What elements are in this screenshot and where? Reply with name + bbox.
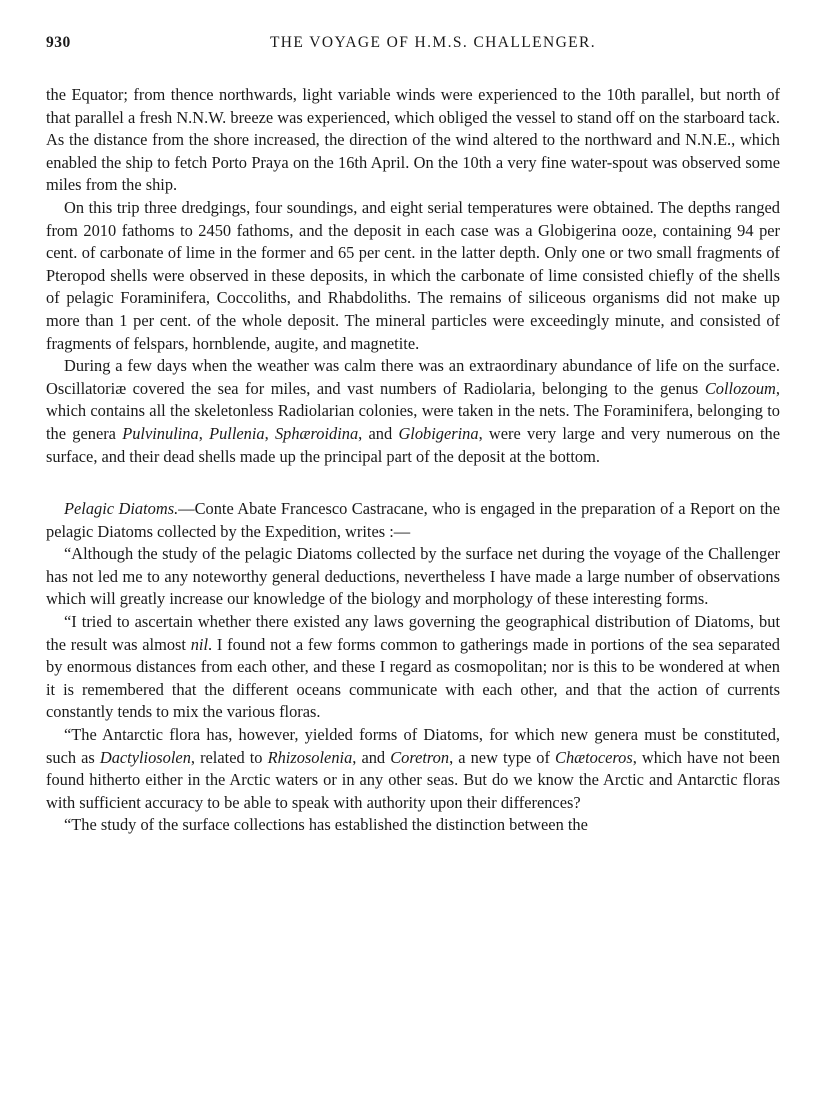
text-run: , were very large and very numerous on the surface, and their dead shells made up the principal part of the deposit at the bottom. [46, 423, 780, 466]
text-run: , which have not been found hitherto either in the Arctic waters or in any other seas. But do we know the Arctic and Antarctic floras with sufficient accuracy to be able to speak with authority upon their differences? [46, 747, 780, 812]
text-run: , which contains all the skeletonless Radiolarian colonies, were taken in the nets. The Foraminifera, belonging to the genera [46, 378, 780, 443]
text-run: , and [352, 747, 391, 767]
text-run: , and [358, 423, 399, 443]
text-run: . I found not a few forms common to gatherings made in portions of the sea separated by enormous distances from each other, and these I regard as cosmopolitan; nor is this to be wondered at when it is remembered that the different oceans communicate with each other, and that the action of currents constantly tends to mix the various floras. [46, 634, 780, 722]
genus-name: Rhizosolenia [267, 747, 353, 767]
text-run: , related to [190, 747, 268, 767]
text-run: “The Antarctic flora has, however, yielded forms of Diatoms, for which new genera must be constituted, such as [46, 725, 780, 767]
page-header [46, 34, 780, 60]
genus-name: Collozoum [704, 378, 776, 398]
genus-name: Globigerina [398, 423, 479, 443]
text-run: “I tried to ascertain whether there existed any laws governing the geographical distribution of Diatoms, but the result was almost [46, 612, 780, 654]
genus-name: Sphæroidina [274, 423, 359, 443]
paragraph-soundings: On this trip three dredgings, four soundings, and eight serial temperatures were obtained. The depths ranged from 2010 fathoms to 2450 fathoms, and the deposit in each case was a Globigerina ooze, containing 94 per cent. of carbonate of lime in the former and 65 per cent. in the latter depth. Only one or two small fragments of Pteropod shells were observed in these deposits, in which the carbonate of lime consisted chiefly of the shells of pelagic Foraminifera, Coccoliths, and Rhabdoliths. The remains of siliceous organisms did not make up more than 1 per cent. of the whole deposit. The mineral particles were exceedingly minute, and consisted of fragments of felspars, hornblende, augite, and magnetite. [46, 197, 780, 353]
body-text [46, 84, 780, 837]
genus-name: Coretron [390, 747, 450, 767]
genus-name: Pulvinulina [122, 423, 199, 443]
genus-name: Dactyliosolen [99, 747, 191, 767]
paragraph-pelagic-diatoms [46, 498, 780, 543]
text-run: During a few days when the weather was calm there was an extraordinary abundance of life on the surface. Oscillatoriæ covered the sea for miles, and vast numbers of Radiolaria, belonging to the genus [46, 356, 780, 398]
paragraph-quote-2 [46, 611, 780, 724]
text-run: , a new type of [449, 747, 556, 767]
running-title: THE VOYAGE OF H.M.S. CHALLENGER. [269, 34, 597, 51]
document-page [46, 34, 780, 837]
paragraph-quote-4: “The study of the surface collections has established the distinction between the [64, 815, 588, 835]
genus-name: Chætoceros [555, 747, 633, 767]
genus-name: Pullenia [209, 423, 265, 443]
paragraph-surface-life [46, 355, 780, 468]
section-heading: Pelagic Diatoms. [64, 499, 179, 519]
paragraph-quote-1: “Although the study of the pelagic Diatoms collected by the surface net during the voyage of the Challenger has not led me to any noteworthy general deductions, nevertheless I have made a large number of observations which will greatly increase our knowledge of the biology and morphology of these interesting forms. [46, 544, 780, 609]
paragraph-quote-3 [46, 724, 780, 814]
italic-word: nil [190, 634, 209, 654]
text-run: , [198, 423, 210, 443]
page-number: 930 [46, 34, 71, 51]
paragraph-continued: the Equator; from thence northwards, light variable winds were experienced to the 10th parallel, but north of that parallel a fresh N.N.W. breeze was experienced, which obliged the vessel to stand off on the starboard tack. As the distance from the shore increased, the direction of the wind altered to the northward and N.N.E., which enabled the ship to fetch Porto Praya on the 16th April. On the 10th a very fine water-spout was observed some miles from the ship. [46, 85, 780, 195]
text-run: , [264, 423, 275, 443]
text-run: —Conte Abate Francesco Castracane, who is engaged in the preparation of a Report on the pelagic Diatoms collected by the Expedition, writes :— [46, 499, 780, 541]
